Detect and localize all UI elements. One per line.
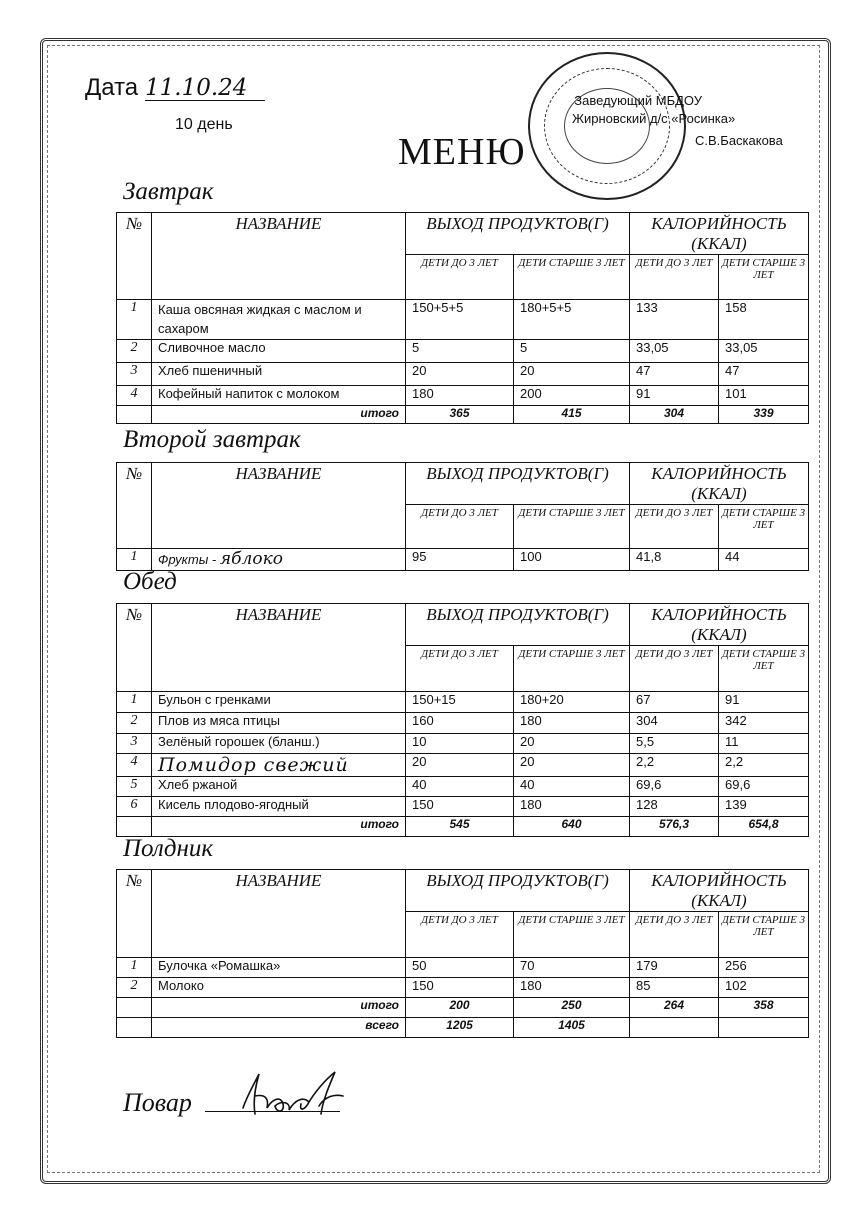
row-name: Сливочное масло	[152, 340, 406, 363]
col-no: №	[117, 604, 152, 692]
total-row	[117, 817, 809, 837]
col-name: НАЗВАНИЕ	[152, 604, 406, 692]
col-output: ВЫХОД ПРОДУКТОВ(Г)	[406, 213, 630, 255]
row-no: 1	[117, 549, 152, 571]
total-out-under3: 200	[406, 998, 514, 1018]
row-cal-under3: 2,2	[630, 754, 719, 777]
row-out-under3: 40	[406, 777, 514, 797]
table-row	[117, 692, 809, 713]
table-row	[117, 340, 809, 363]
row-out-under3: 180	[406, 386, 514, 406]
col-output-over3: ДЕТИ СТАРШЕ 3 ЛЕТ	[514, 646, 630, 692]
row-name-printed: Фрукты -	[158, 552, 217, 567]
lunch-table	[116, 603, 809, 837]
total-cal-under3: 264	[630, 998, 719, 1018]
row-cal-over3: 44	[719, 549, 809, 571]
row-name: Бульон с гренками	[152, 692, 406, 713]
row-no: 1	[117, 692, 152, 713]
row-out-over3: 180	[514, 978, 630, 998]
row-name: Зелёный горошек (бланш.)	[152, 734, 406, 754]
row-cal-under3: 133	[630, 300, 719, 340]
row-cal-over3: 102	[719, 978, 809, 998]
total-label: итого	[152, 406, 406, 424]
row-cal-over3: 2,2	[719, 754, 809, 777]
row-out-under3: 20	[406, 754, 514, 777]
row-cal-over3: 91	[719, 692, 809, 713]
row-no: 5	[117, 777, 152, 797]
row-name: Молоко	[152, 978, 406, 998]
date-label: Дата	[85, 74, 139, 101]
col-output: ВЫХОД ПРОДУКТОВ(Г)	[406, 870, 630, 912]
row-cal-over3: 101	[719, 386, 809, 406]
col-output-under3: ДЕТИ ДО 3 ЛЕТ	[406, 646, 514, 692]
section-title-second-breakfast: Второй завтрак	[123, 426, 301, 453]
col-no: №	[117, 463, 152, 549]
row-out-over3: 180	[514, 797, 630, 817]
table-row	[117, 713, 809, 734]
table-row	[117, 797, 809, 817]
row-cal-under3: 41,8	[630, 549, 719, 571]
row-cal-under3: 47	[630, 363, 719, 386]
row-cal-under3: 304	[630, 713, 719, 734]
row-name-handwritten: яблоко	[219, 549, 283, 569]
table-row	[117, 754, 809, 777]
table-row	[117, 734, 809, 754]
row-out-under3: 5	[406, 340, 514, 363]
row-no: 2	[117, 978, 152, 998]
col-cal-over3: ДЕТИ СТАРШЕ 3 ЛЕТ	[719, 505, 809, 549]
total-cal-under3: 576,3	[630, 817, 719, 837]
row-out-under3: 150	[406, 978, 514, 998]
row-cal-under3: 128	[630, 797, 719, 817]
total-cal-under3: 304	[630, 406, 719, 424]
col-name: НАЗВАНИЕ	[152, 463, 406, 549]
row-name: Булочка «Ромашка»	[152, 958, 406, 978]
row-cal-over3: 33,05	[719, 340, 809, 363]
col-no: №	[117, 870, 152, 958]
row-no: 2	[117, 713, 152, 734]
row-cal-under3: 69,6	[630, 777, 719, 797]
row-cal-under3: 91	[630, 386, 719, 406]
row-out-over3: 180	[514, 713, 630, 734]
row-cal-under3: 85	[630, 978, 719, 998]
grand-total-label: всего	[152, 1018, 406, 1038]
row-no: 3	[117, 363, 152, 386]
col-output: ВЫХОД ПРОДУКТОВ(Г)	[406, 463, 630, 505]
row-out-under3: 50	[406, 958, 514, 978]
total-out-over3: 250	[514, 998, 630, 1018]
total-row	[117, 406, 809, 424]
row-cal-over3: 69,6	[719, 777, 809, 797]
row-out-under3: 95	[406, 549, 514, 571]
row-no: 4	[117, 754, 152, 777]
col-output-under3: ДЕТИ ДО 3 ЛЕТ	[406, 912, 514, 958]
table-row	[117, 386, 809, 406]
total-cal-over3: 358	[719, 998, 809, 1018]
col-calories: КАЛОРИЙНОСТЬ (ККАЛ)	[630, 870, 809, 912]
table-row	[117, 978, 809, 998]
col-cal-under3: ДЕТИ ДО 3 ЛЕТ	[630, 505, 719, 549]
total-out-over3: 415	[514, 406, 630, 424]
col-cal-under3: ДЕТИ ДО 3 ЛЕТ	[630, 255, 719, 300]
row-out-over3: 40	[514, 777, 630, 797]
date-value: 11.10.24	[145, 76, 265, 101]
total-cal-over3: 339	[719, 406, 809, 424]
approval-org: Жирновский д/с «Росинка»	[572, 111, 736, 126]
total-cal-over3: 654,8	[719, 817, 809, 837]
row-out-over3: 100	[514, 549, 630, 571]
row-name: Кофейный напиток с молоком	[152, 386, 406, 406]
snack-table	[116, 869, 809, 1038]
total-label: итого	[152, 817, 406, 837]
table-row	[117, 958, 809, 978]
row-cal-under3: 67	[630, 692, 719, 713]
row-name: Кисель плодово-ягодный	[152, 797, 406, 817]
row-cal-over3: 47	[719, 363, 809, 386]
section-title-lunch: Обед	[123, 568, 177, 595]
row-out-over3: 180+5+5	[514, 300, 630, 340]
total-out-under3: 365	[406, 406, 514, 424]
table-row	[117, 363, 809, 386]
col-name: НАЗВАНИЕ	[152, 870, 406, 958]
row-no: 6	[117, 797, 152, 817]
col-cal-over3: ДЕТИ СТАРШЕ 3 ЛЕТ	[719, 255, 809, 300]
grand-total-over3: 1405	[514, 1018, 630, 1038]
row-no: 1	[117, 958, 152, 978]
col-cal-over3: ДЕТИ СТАРШЕ 3 ЛЕТ	[719, 646, 809, 692]
row-no: 2	[117, 340, 152, 363]
total-out-under3: 545	[406, 817, 514, 837]
row-out-under3: 10	[406, 734, 514, 754]
row-name: Хлеб ржаной	[152, 777, 406, 797]
row-cal-over3: 11	[719, 734, 809, 754]
row-no: 1	[117, 300, 152, 340]
col-no: №	[117, 213, 152, 300]
row-out-under3: 150	[406, 797, 514, 817]
grand-total-row	[117, 1018, 809, 1038]
row-out-over3: 200	[514, 386, 630, 406]
total-row	[117, 998, 809, 1018]
approval-position: Заведующий МБДОУ	[574, 93, 702, 108]
col-cal-under3: ДЕТИ ДО 3 ЛЕТ	[630, 646, 719, 692]
row-cal-over3: 256	[719, 958, 809, 978]
total-label: итого	[152, 998, 406, 1018]
cook-signature	[225, 1066, 355, 1128]
row-name: Хлеб пшеничный	[152, 363, 406, 386]
row-name: Плов из мяса птицы	[152, 713, 406, 734]
row-out-over3: 5	[514, 340, 630, 363]
grand-total-under3: 1205	[406, 1018, 514, 1038]
row-cal-over3: 342	[719, 713, 809, 734]
approval-block	[572, 92, 783, 148]
col-calories: КАЛОРИЙНОСТЬ (ККАЛ)	[630, 604, 809, 646]
col-cal-over3: ДЕТИ СТАРШЕ 3 ЛЕТ	[719, 912, 809, 958]
col-calories: КАЛОРИЙНОСТЬ (ККАЛ)	[630, 213, 809, 255]
table-row	[117, 549, 809, 571]
cook-label: Повар	[123, 1088, 192, 1117]
col-cal-under3: ДЕТИ ДО 3 ЛЕТ	[630, 912, 719, 958]
day-number: 10 день	[175, 116, 233, 133]
row-out-under3: 150+15	[406, 692, 514, 713]
col-output-under3: ДЕТИ ДО 3 ЛЕТ	[406, 505, 514, 549]
page-title: МЕНЮ	[398, 131, 526, 173]
row-no: 4	[117, 386, 152, 406]
breakfast-table	[116, 212, 809, 424]
row-name	[152, 549, 406, 571]
col-output-over3: ДЕТИ СТАРШЕ 3 ЛЕТ	[514, 505, 630, 549]
row-cal-under3: 33,05	[630, 340, 719, 363]
row-out-over3: 20	[514, 734, 630, 754]
second-breakfast-table	[116, 462, 809, 571]
row-cal-over3: 158	[719, 300, 809, 340]
row-name-handwritten: Помидор свежий	[152, 754, 406, 777]
approval-signatory: С.В.Баскакова	[695, 133, 783, 148]
section-title-snack: Полдник	[123, 835, 214, 862]
table-row	[117, 777, 809, 797]
row-no: 3	[117, 734, 152, 754]
total-out-over3: 640	[514, 817, 630, 837]
col-output-under3: ДЕТИ ДО 3 ЛЕТ	[406, 255, 514, 300]
row-out-over3: 70	[514, 958, 630, 978]
col-output: ВЫХОД ПРОДУКТОВ(Г)	[406, 604, 630, 646]
row-out-under3: 160	[406, 713, 514, 734]
col-output-over3: ДЕТИ СТАРШЕ 3 ЛЕТ	[514, 912, 630, 958]
col-output-over3: ДЕТИ СТАРШЕ 3 ЛЕТ	[514, 255, 630, 300]
table-row	[117, 300, 809, 340]
row-out-over3: 20	[514, 754, 630, 777]
row-out-over3: 180+20	[514, 692, 630, 713]
row-cal-under3: 179	[630, 958, 719, 978]
section-title-breakfast: Завтрак	[123, 178, 214, 205]
row-cal-over3: 139	[719, 797, 809, 817]
row-cal-under3: 5,5	[630, 734, 719, 754]
row-out-under3: 150+5+5	[406, 300, 514, 340]
row-out-under3: 20	[406, 363, 514, 386]
col-calories: КАЛОРИЙНОСТЬ (ККАЛ)	[630, 463, 809, 505]
row-out-over3: 20	[514, 363, 630, 386]
col-name: НАЗВАНИЕ	[152, 213, 406, 300]
row-name: Каша овсяная жидкая с маслом и сахаром	[152, 300, 406, 340]
